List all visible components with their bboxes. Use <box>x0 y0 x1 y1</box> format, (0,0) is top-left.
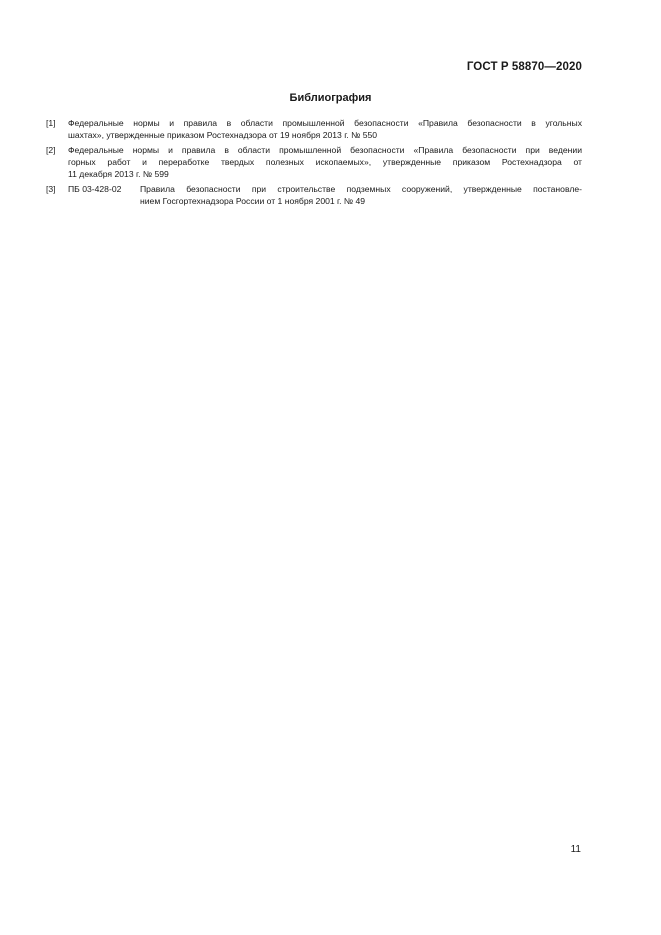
page-number: 11 <box>570 844 581 855</box>
bibliography-line: 11 декабря 2013 г. № 599 <box>68 169 169 179</box>
bibliography-item-number: [2] <box>46 145 56 155</box>
bibliography-list <box>46 117 582 210</box>
bibliography-line: Федеральные нормы и правила в области промышленной безопасности «Правила безопасности при ведении <box>68 145 582 155</box>
bibliography-item-number: [3] <box>46 184 56 194</box>
document-code: ГОСТ Р 58870—2020 <box>466 61 582 73</box>
bibliography-line: горных работ и переработке твердых полезных ископаемых», утвержденные приказом Ростехнадзора от <box>68 157 582 167</box>
bibliography-line: шахтах», утвержденные приказом Ростехнадзора от 19 ноября 2013 г. № 550 <box>68 130 378 140</box>
bibliography-line: нием Госгортехнадзора России от 1 ноября 2001 г. № 49 <box>140 196 366 206</box>
bibliography-item-number: [1] <box>46 118 56 128</box>
bibliography-title: Библиография <box>289 92 372 104</box>
bibliography-item <box>46 183 582 207</box>
bibliography-item-text <box>68 117 582 141</box>
bibliography-item <box>46 117 582 141</box>
bibliography-item-text <box>68 144 582 180</box>
bibliography-line: Федеральные нормы и правила в области промышленной безопасности «Правила безопасности в угольных <box>68 118 582 128</box>
bibliography-item-text <box>140 183 582 207</box>
bibliography-item-code: ПБ 03-428-02 <box>68 184 122 194</box>
bibliography-line: Правила безопасности при строительстве подземных сооружений, утвержденные постановле- <box>140 184 582 194</box>
bibliography-item <box>46 144 582 180</box>
